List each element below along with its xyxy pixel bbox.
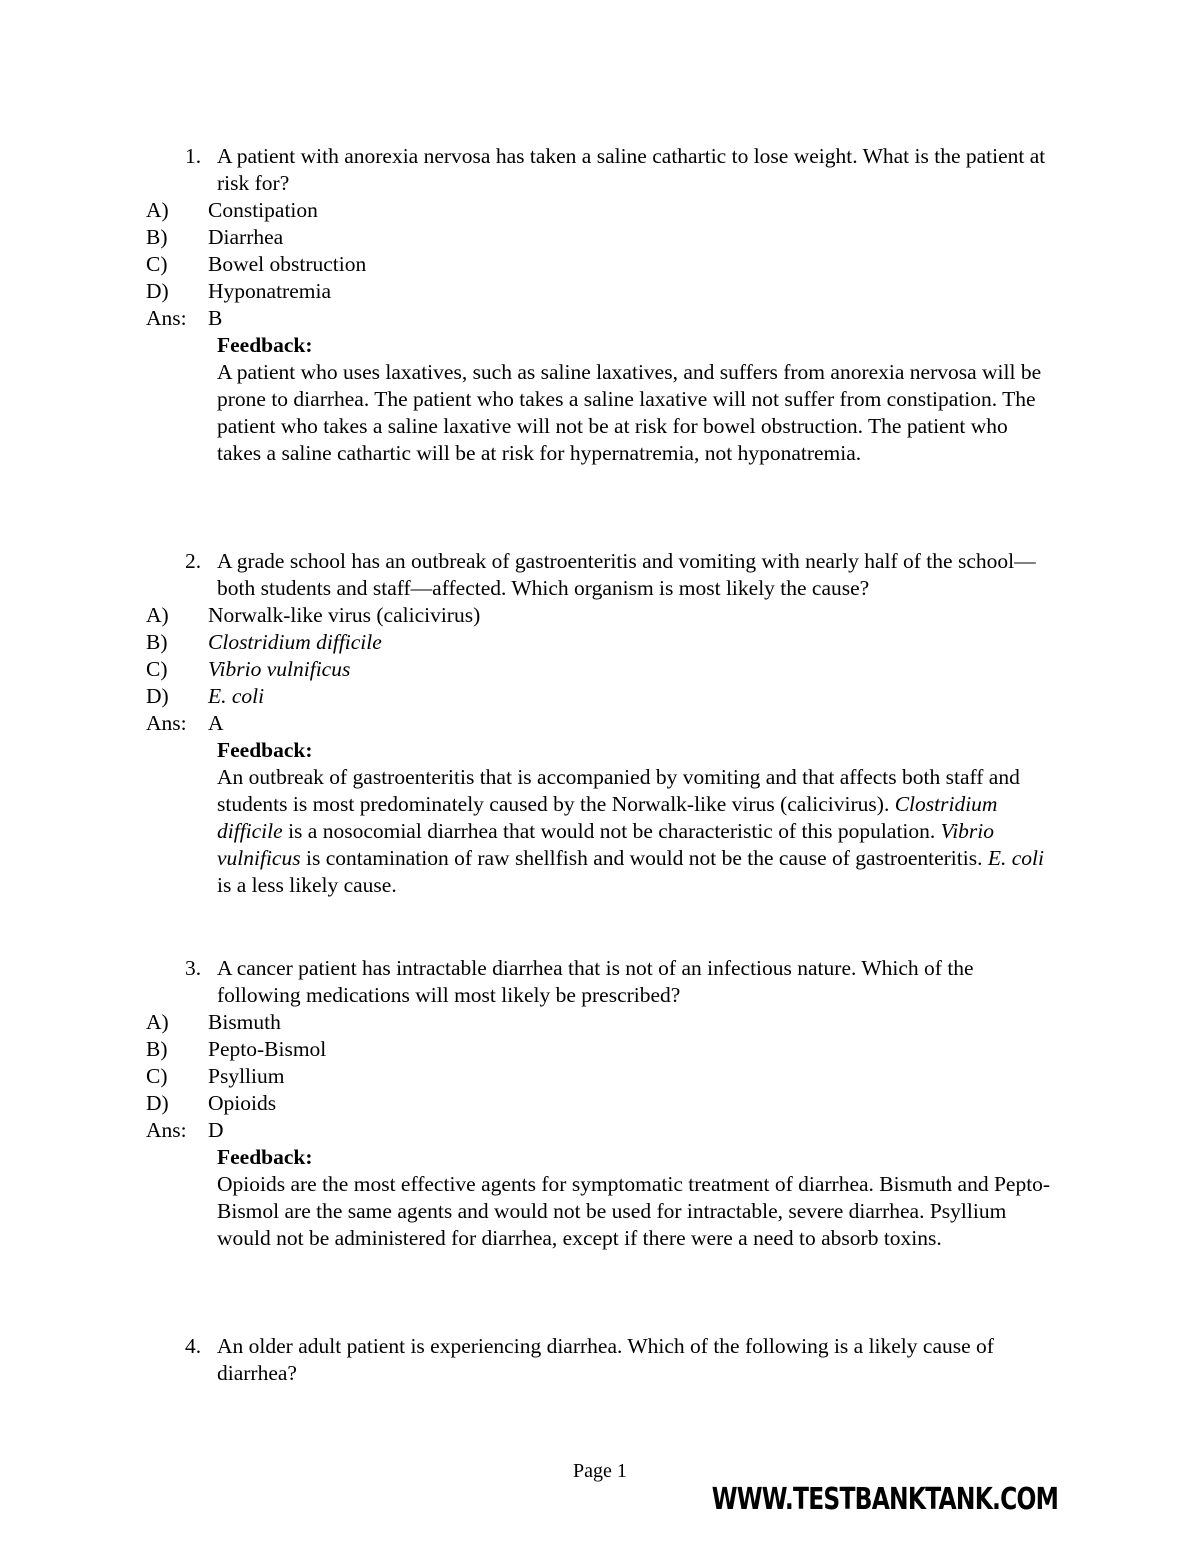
option-label: A) [146, 1010, 169, 1034]
answer-label: Ans: [146, 711, 187, 735]
question-number: 3. [185, 956, 202, 980]
option-c [0, 1063, 1200, 1090]
option-text: Pepto-Bismol [208, 1037, 327, 1061]
option-label: C) [146, 1064, 168, 1088]
answer-label: Ans: [146, 306, 187, 330]
feedback-text [217, 764, 1057, 899]
option-label: B) [146, 1037, 168, 1061]
option-text: Constipation [208, 198, 318, 222]
option-label: D) [146, 279, 169, 303]
option-text: Opioids [208, 1091, 277, 1115]
feedback-segment: is contamination of raw shellfish and would not be the cause of gastroenteritis. [300, 846, 988, 870]
organism-name: E. coli [987, 846, 1044, 870]
option-label: C) [146, 252, 168, 276]
option-label: D) [146, 1091, 169, 1115]
option-d [0, 683, 1200, 710]
option-text: Norwalk-like virus (calicivirus) [208, 603, 481, 627]
question-number: 1. [185, 144, 202, 168]
question-stem [185, 1333, 1057, 1387]
option-d [0, 278, 1200, 305]
organism-name: Clostridium difficile [217, 792, 998, 843]
question-stem [185, 143, 1057, 197]
question-stem [185, 955, 1057, 1009]
option-label: A) [146, 603, 169, 627]
option-c [0, 251, 1200, 278]
question-1 [0, 143, 1200, 467]
feedback-segment: is a nosocomial diarrhea that would not be characteristic of this population. [282, 819, 941, 843]
watermark-logo: WWW.TESTBANKTANK.COM [711, 1482, 1058, 1517]
option-text: Bismuth [208, 1010, 281, 1034]
option-b [0, 224, 1200, 251]
option-label: B) [146, 225, 168, 249]
option-b [0, 1036, 1200, 1063]
option-c [0, 656, 1200, 683]
option-label: B) [146, 630, 168, 654]
option-d [0, 1090, 1200, 1117]
question-2 [0, 548, 1200, 899]
answer-value: D [208, 1118, 224, 1142]
feedback-segment: is a less likely cause. [217, 873, 397, 897]
answer-value: B [208, 306, 223, 330]
organism-name: Vibrio vulnificus [208, 657, 351, 681]
feedback-heading: Feedback: [217, 333, 313, 357]
option-text: Bowel obstruction [208, 252, 367, 276]
question-text: An older adult patient is experiencing diarrhea. Which of the following is a likely cause of diarrhea? [217, 1334, 994, 1385]
feedback-segment: An outbreak of gastroenteritis that is accompanied by vomiting and that affects both staff and students is most predominately caused by the Norwalk-like virus (calicivirus). [217, 765, 1020, 816]
question-text: A cancer patient has intractable diarrhea that is not of an infectious nature. Which of the following medications will most likely be prescribed? [217, 956, 974, 1007]
feedback-heading: Feedback: [217, 738, 313, 762]
organism-name: Vibrio vulnificus [217, 819, 995, 870]
organism-name: Clostridium difficile [208, 630, 382, 654]
question-text: A grade school has an outbreak of gastroenteritis and vomiting with nearly half of the school—both students and staff—affected. Which organism is most likely the cause? [217, 549, 1036, 600]
option-b [0, 629, 1200, 656]
option-label: C) [146, 657, 168, 681]
page-number: Page 1 [573, 1460, 627, 1482]
answer-label: Ans: [146, 1118, 187, 1142]
option-text: Hyponatremia [208, 279, 331, 303]
question-4 [0, 1333, 1200, 1387]
option-text [208, 656, 350, 683]
feedback-text: Opioids are the most effective agents for symptomatic treatment of diarrhea. Bismuth and Pepto-Bismol are the same agents and would not be used for intractable, severe diarrhea. Psyllium would not be administered for diarrhea, except if there were a need to absorb toxins. [217, 1172, 1051, 1250]
question-3 [0, 955, 1200, 1252]
option-a [0, 1009, 1200, 1036]
option-a [0, 197, 1200, 224]
answer-line [0, 710, 1200, 737]
question-text: A patient with anorexia nervosa has taken a saline cathartic to lose weight. What is the patient at risk for? [217, 144, 1046, 195]
option-label: A) [146, 198, 169, 222]
organism-name: E. coli [208, 684, 265, 708]
answer-line [0, 1117, 1200, 1144]
option-a [0, 602, 1200, 629]
option-text [208, 683, 264, 710]
answer-value: A [208, 711, 224, 735]
option-text: Psyllium [208, 1064, 285, 1088]
feedback-heading: Feedback: [217, 1145, 313, 1169]
question-number: 2. [185, 549, 202, 573]
option-label: D) [146, 684, 169, 708]
feedback-text: A patient who uses laxatives, such as saline laxatives, and suffers from anorexia nervosa will be prone to diarrhea. The patient who takes a saline laxative will not suffer from constipation. The patient who takes a saline laxative will not be at risk for bowel obstruction. The patient who takes a saline cathartic will be at risk for hypernatremia, not hyponatremia. [217, 360, 1042, 465]
option-text [208, 629, 382, 656]
answer-line [0, 305, 1200, 332]
option-text: Diarrhea [208, 225, 284, 249]
question-stem [185, 548, 1057, 602]
question-number: 4. [185, 1334, 202, 1358]
